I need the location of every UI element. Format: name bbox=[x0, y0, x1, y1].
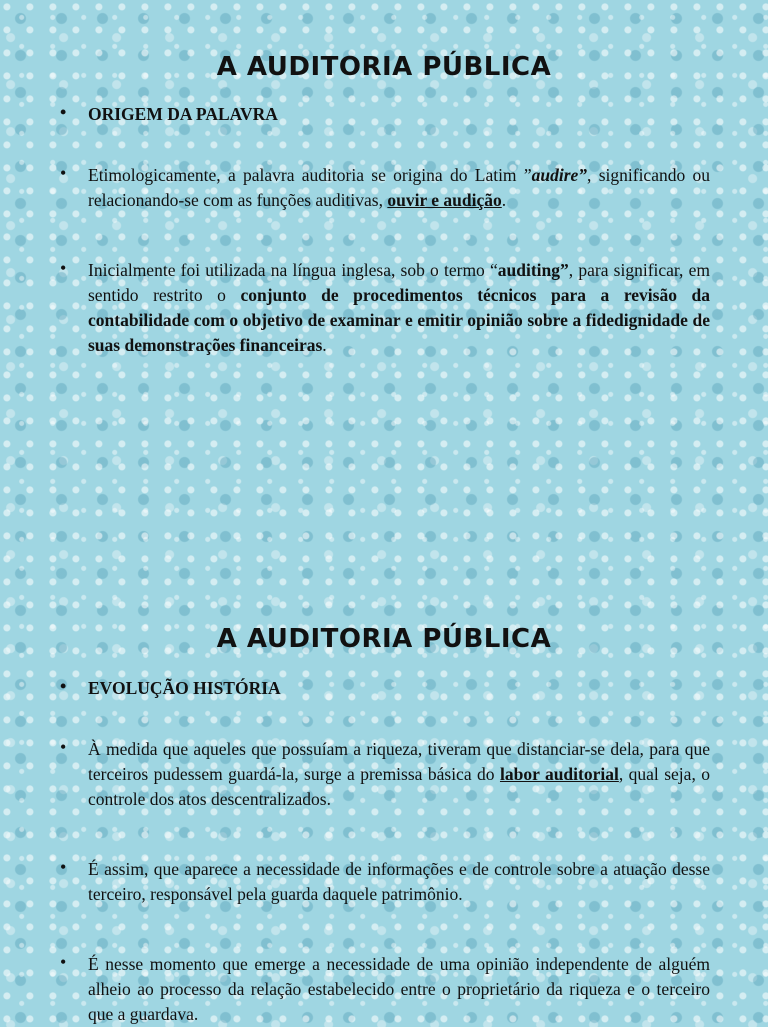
slide-2-bullet-list bbox=[60, 676, 710, 1027]
bullet-opiniao: • É nesse momento que emerge a necessidade de uma opinião independente de alguém alheio ao processo da relação estabelecido entre o proprietário da riqueza e o terceiro que a guardava. bbox=[60, 952, 710, 1027]
etimologia-text-1: Etimologicamente, a palavra auditoria se origina do Latim ” bbox=[88, 165, 532, 185]
etimologia-text-2: , significando ou relacionando-se com as funções auditivas, bbox=[88, 165, 710, 210]
slide-1-title: A AUDITORIA PÚBLICA bbox=[216, 52, 552, 82]
auditing-text-3: . bbox=[322, 335, 327, 355]
auditing-text-1: Inicialmente foi utilizada na língua inglesa, sob o termo “ bbox=[88, 260, 498, 280]
slide-2-title: A AUDITORIA PÚBLICA bbox=[216, 624, 552, 654]
slide-1-bullet-list bbox=[60, 102, 710, 358]
bullet-etimologia bbox=[60, 163, 710, 213]
etimologia-audire: audire” bbox=[531, 165, 588, 185]
auditing-term: auditing” bbox=[497, 260, 569, 280]
bullet-evolucao: • EVOLUÇÃO HISTÓRIA bbox=[60, 676, 710, 701]
bullet-origem: • ORIGEM DA PALAVRA bbox=[60, 102, 710, 127]
slide-1 bbox=[0, 0, 768, 512]
riqueza-text-1: À medida que aqueles que possuíam a riqueza, tiveram que distanciar-se dela, para que terceiros pudessem guardá-la, surge a premissa básica do bbox=[88, 739, 710, 784]
slide-2 bbox=[0, 512, 768, 1024]
bullet-riqueza bbox=[60, 737, 710, 812]
bullet-informacoes: • É assim, que aparece a necessidade de informações e de controle sobre a atuação desse terceiro, responsável pela guarda daquele patrimônio. bbox=[60, 857, 710, 907]
bullet-auditing bbox=[60, 258, 710, 358]
riqueza-labor-auditorial: labor auditorial bbox=[499, 764, 619, 784]
auditing-definition: conjunto de procedimentos técnicos para a revisão da contabilidade com o objetivo de examinar e emitir opinião sobre a fidedignidade de suas demonstrações financeiras bbox=[88, 285, 710, 355]
riqueza-text-2: , qual seja, o controle dos atos descentralizados. bbox=[88, 764, 710, 809]
auditing-text-2: , para significar, em sentido restrito o bbox=[88, 260, 710, 305]
etimologia-ouvir-audicao: ouvir e audição bbox=[387, 190, 502, 210]
etimologia-text-3: . bbox=[501, 190, 507, 210]
